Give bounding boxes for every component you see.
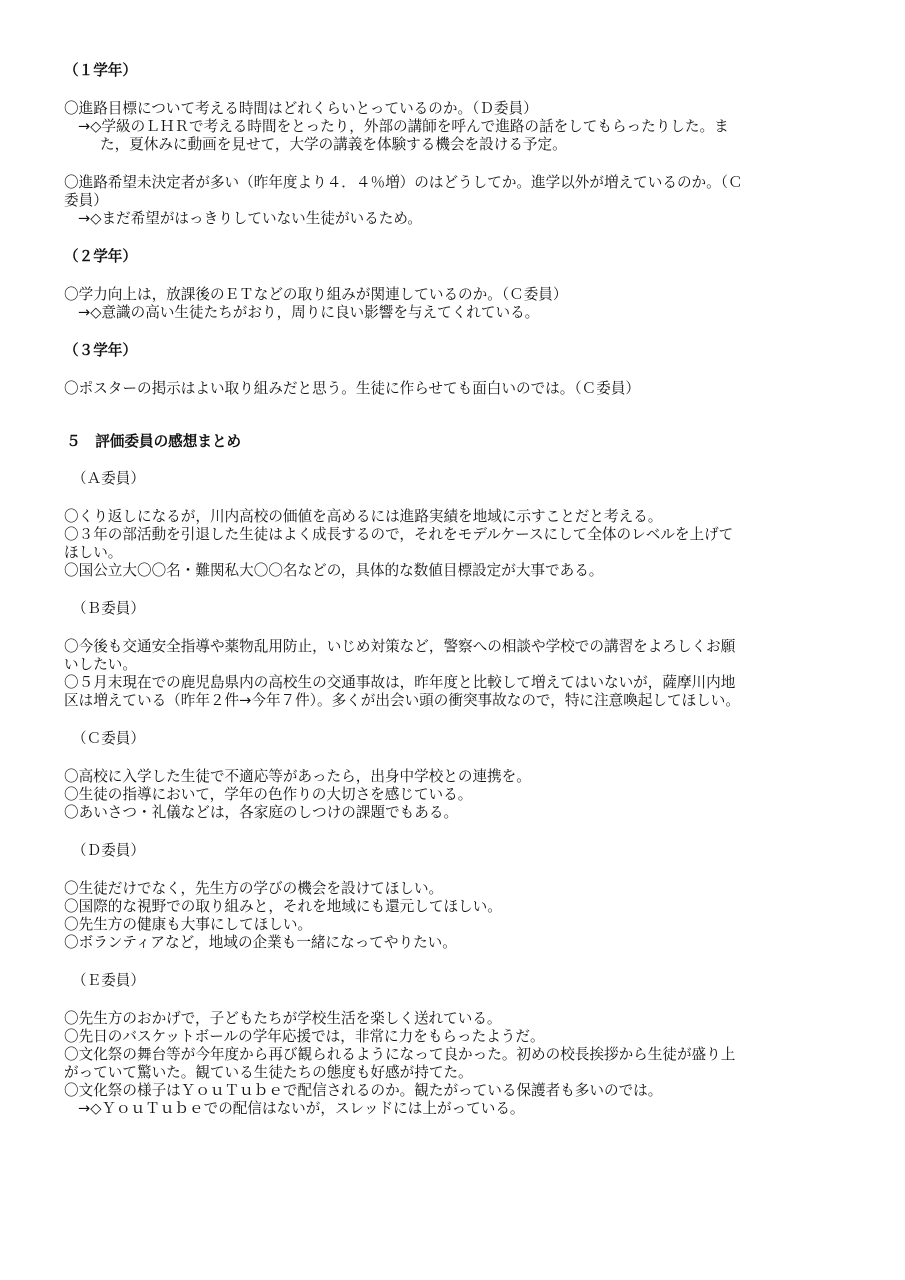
committee-c-line: 〇高校に入学した生徒で不適応等があったら，出身中学校との連携を。 — [64, 768, 531, 785]
committee-a-line: 〇くり返しになるが，川内高校の価値を高めるには進路実績を地域に示すことだと考える。 — [64, 508, 663, 525]
grade2-question-1: 〇学力向上は，放課後のＥＴなどの取り組みが関連しているのか。（Ｃ委員） — [64, 286, 568, 303]
committee-a-line: 〇国公立大〇〇名・難関私大〇〇名などの，具体的な数値目標設定が大事である。 — [64, 562, 604, 579]
committee-a-line: 〇３年の部活動を引退した生徒はよく成長するので，それをモデルケースにして全体のレベルを上げて — [64, 526, 734, 543]
grade1-question-2-line1: 〇進路希望未決定者が多い（昨年度より４．４％増）のはどうしてか。進学以外が増えているのか。（Ｃ — [64, 174, 743, 191]
committee-e-label: （Ｅ委員） — [72, 972, 145, 989]
committee-e-line: 〇文化祭の様子はＹｏｕＴｕｂｅで配信されるのか。観たがっている保護者も多いのでは。 — [64, 1082, 663, 1099]
committee-a-label: （Ａ委員） — [72, 470, 145, 487]
section5-title: ５ 評価委員の感想まとめ — [66, 433, 242, 450]
committee-e-line: 〇文化祭の舞台等が今年度から再び観られるようになって良かった。初めの校長挨拶から生徒が盛り上 — [64, 1046, 736, 1063]
committee-c-line: 〇あいさつ・礼儀などは，各家庭のしつけの課題でもある。 — [64, 804, 459, 821]
committee-b-line: 〇今後も交通安全指導や薬物乱用防止，いじめ対策など，警察への相談や学校での講習をよろしくお願 — [64, 638, 736, 655]
committee-e-line: 〇先日のバスケットボールの学年応援では，非常に力をもらったようだ。 — [64, 1028, 545, 1045]
committee-e-line: 〇先生方のおかげで，子どもたちが学校生活を楽しく送れている。 — [64, 1010, 502, 1027]
grade1-answer-1-line1: →◇学級のＬＨＲで考える時間をとったり，外部の講師を呼んで進路の話をしてもらったりした。ま — [78, 118, 729, 135]
document-body — [64, 62, 844, 1118]
committee-d-label: （Ｄ委員） — [72, 842, 145, 859]
committee-c-line: 〇生徒の指導において，学年の色作りの大切さを感じている。 — [64, 786, 473, 803]
committee-b-line: 区は増えている（昨年２件→今年７件）。多くが出会い頭の衝突事故なので，特に注意喚起してほしい。 — [64, 692, 740, 709]
grade1-answer-2: →◇まだ希望がはっきりしていない生徒がいるため。 — [78, 210, 422, 227]
committee-d-line: 〇国際的な視野での取り組みと，それを地域にも還元してほしい。 — [64, 898, 502, 915]
grade3-heading: （３学年） — [64, 342, 137, 359]
committee-e-answer: →◇ＹｏｕＴｕｂｅでの配信はないが，スレッドには上がっている。 — [78, 1100, 525, 1117]
grade1-question-1: 〇進路目標について考える時間はどれくらいとっているのか。（Ｄ委員） — [64, 100, 538, 117]
grade2-answer-1: →◇意識の高い生徒たちがおり，周りに良い影響を与えてくれている。 — [78, 304, 540, 321]
committee-c-label: （Ｃ委員） — [72, 730, 145, 747]
committee-d-line: 〇生徒だけでなく，先生方の学びの機会を設けてほしい。 — [64, 880, 444, 897]
grade1-answer-1-line2: た，夏休みに動画を見せて，大学の講義を体験する機会を設ける予定。 — [100, 136, 567, 153]
committee-d-line: 〇先生方の健康も大事にしてほしい。 — [64, 916, 313, 933]
committee-b-line: いしたい。 — [64, 656, 137, 673]
grade3-question-1: 〇ポスターの掲示はよい取り組みだと思う。生徒に作らせても面白いのでは。（Ｃ委員） — [64, 380, 641, 397]
grade2-heading: （２学年） — [64, 248, 137, 265]
grade1-heading: （１学年） — [64, 62, 137, 79]
committee-b-line: 〇５月末現在での鹿児島県内の高校生の交通事故は，昨年度と比較して増えてはいないが，薩摩川内地 — [64, 674, 736, 691]
committee-b-label: （Ｂ委員） — [72, 600, 145, 617]
committee-d-line: 〇ボランティアなど，地域の企業も一緒になってやりたい。 — [64, 934, 457, 951]
committee-e-line: がっていて驚いた。観ている生徒たちの態度も好感が持てた。 — [64, 1064, 473, 1081]
grade1-question-2-line2: 委員） — [64, 192, 108, 209]
committee-a-line: ほしい。 — [64, 544, 123, 561]
